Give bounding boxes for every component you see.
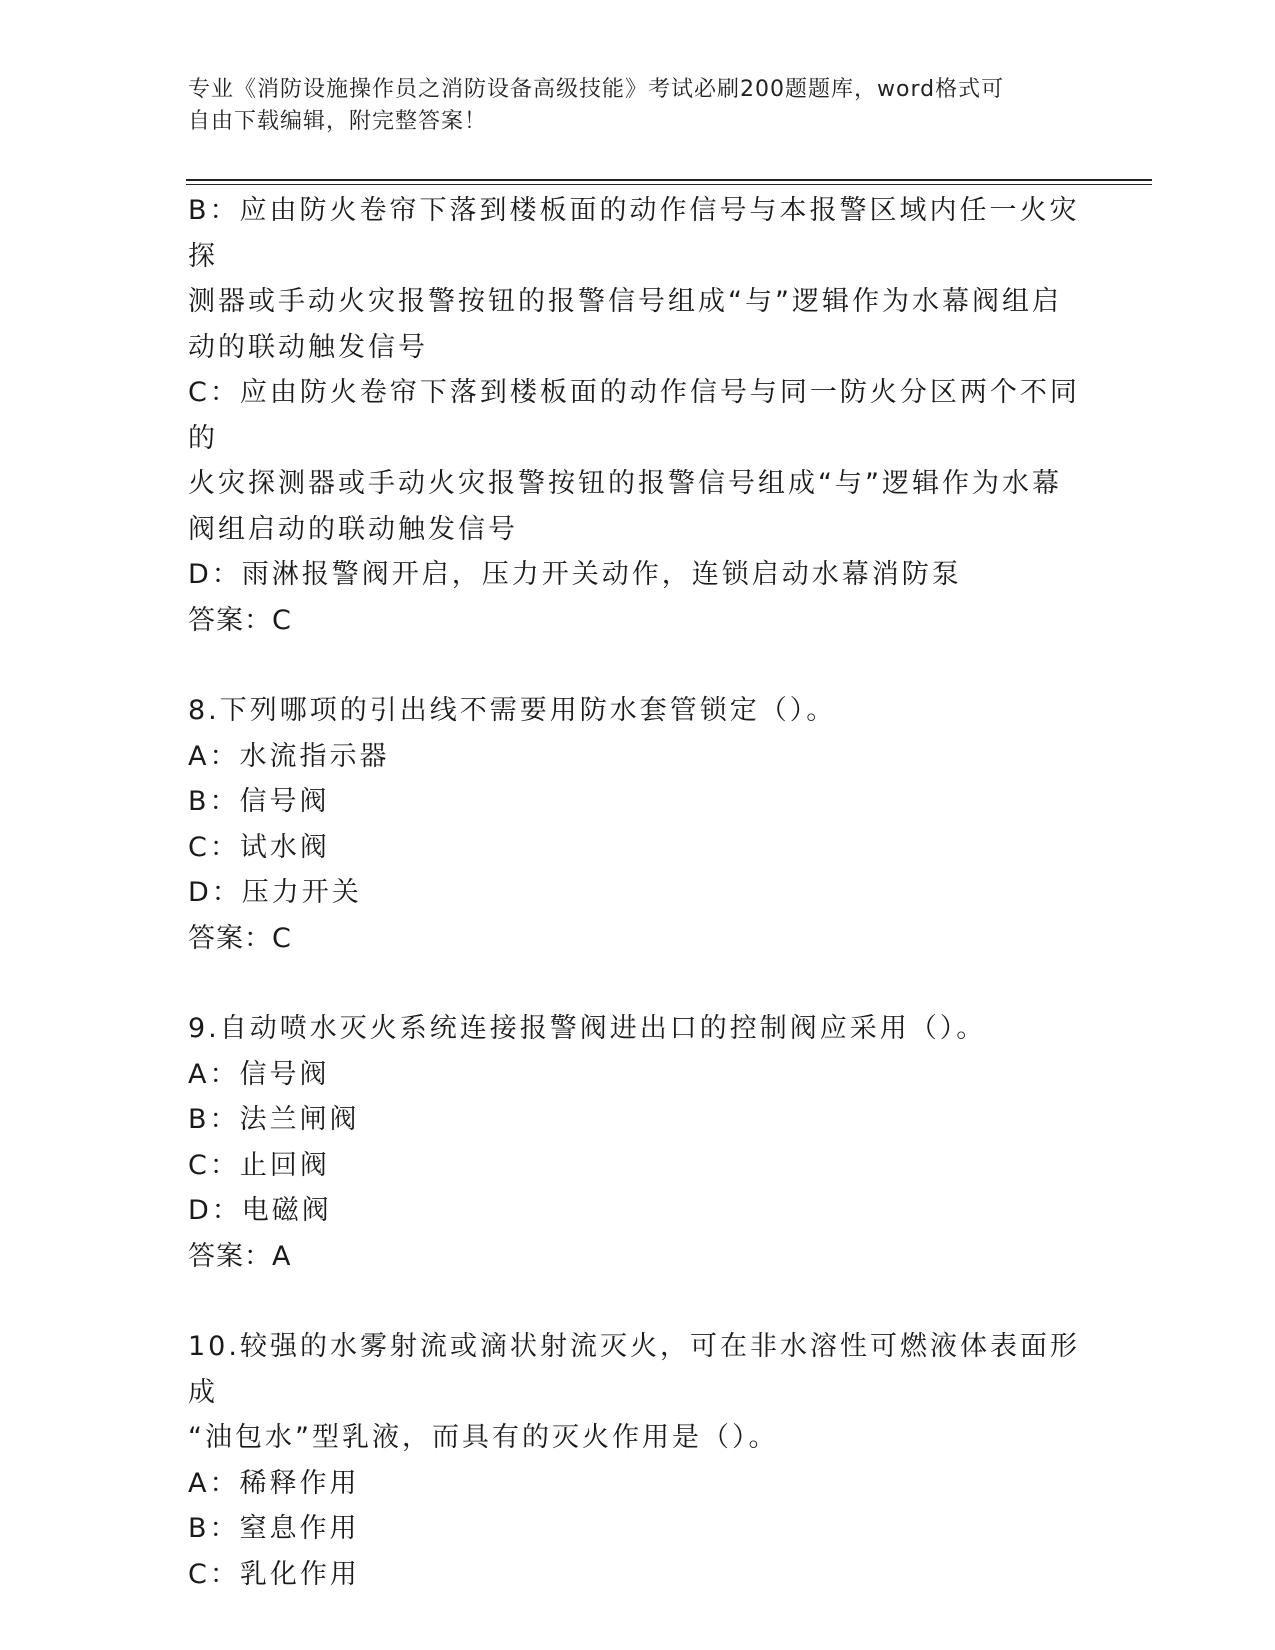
option-c: C：止回阀 <box>188 1149 330 1181</box>
spacer <box>188 961 1088 1006</box>
question-stem: 9.自动喷水灭火系统连接报警阀进出口的控制阀应采用（）。 <box>188 1013 987 1044</box>
option-b: B：窒息作用 <box>188 1513 360 1544</box>
option-c-line-3: 阀组启动的联动触发信号 <box>188 513 518 545</box>
option-c: C：试水阀 <box>188 831 330 863</box>
option-d: D：电磁阀 <box>188 1195 332 1226</box>
question-stem-line-2: “油包水”型乳液，而具有的灭火作用是（）。 <box>188 1422 779 1453</box>
option-b-line-3: 动的联动触发信号 <box>188 331 428 363</box>
option-a: A：水流指示器 <box>188 740 390 772</box>
answer: 答案：C <box>188 604 292 636</box>
prev-question-block <box>188 188 1088 643</box>
spacer <box>188 643 1088 688</box>
answer: 答案：C <box>188 922 292 954</box>
option-b: B：法兰闸阀 <box>188 1104 360 1135</box>
header-divider-thick <box>186 179 1152 181</box>
option-b-line-2: 测器或手动火灾报警按钮的报警信号组成“与”逻辑作为水幕阀组启 <box>188 286 1062 317</box>
document-header <box>188 74 1088 138</box>
option-d: D：雨淋报警阀开启，压力开关动作，连锁启动水幕消防泵 <box>188 559 962 590</box>
option-d: D：压力开关 <box>188 877 362 908</box>
option-a: A：信号阀 <box>188 1058 330 1090</box>
option-c: C：乳化作用 <box>188 1558 360 1590</box>
question-10 <box>188 1324 1088 1597</box>
question-stem: 8.下列哪项的引出线不需要用防水套管锁定（）。 <box>188 695 837 726</box>
header-line-1: 专业《消防设施操作员之消防设备高级技能》考试必刷200题题库，word格式可 <box>188 77 1005 102</box>
header-line-2: 自由下载编辑，附完整答案！ <box>188 109 488 134</box>
answer: 答案：A <box>188 1240 292 1272</box>
option-a: A：稀释作用 <box>188 1467 360 1499</box>
question-8 <box>188 688 1088 961</box>
option-c-line-2: 火灾探测器或手动火灾报警按钮的报警信号组成“与”逻辑作为水幕 <box>188 468 1062 499</box>
header-divider-thin <box>186 184 1152 185</box>
spacer <box>188 1279 1088 1324</box>
question-content <box>188 188 1088 1597</box>
question-9 <box>188 1006 1088 1279</box>
question-stem-line-1: 10.较强的水雾射流或滴状射流灭火，可在非水溶性可燃液体表面形成 <box>188 1331 1080 1408</box>
option-b: B：信号阀 <box>188 786 330 817</box>
option-b-line-1: B：应由防火卷帘下落到楼板面的动作信号与本报警区域内任一火灾探 <box>188 195 1080 272</box>
option-c-line-1: C：应由防火卷帘下落到楼板面的动作信号与同一防火分区两个不同的 <box>188 377 1080 454</box>
